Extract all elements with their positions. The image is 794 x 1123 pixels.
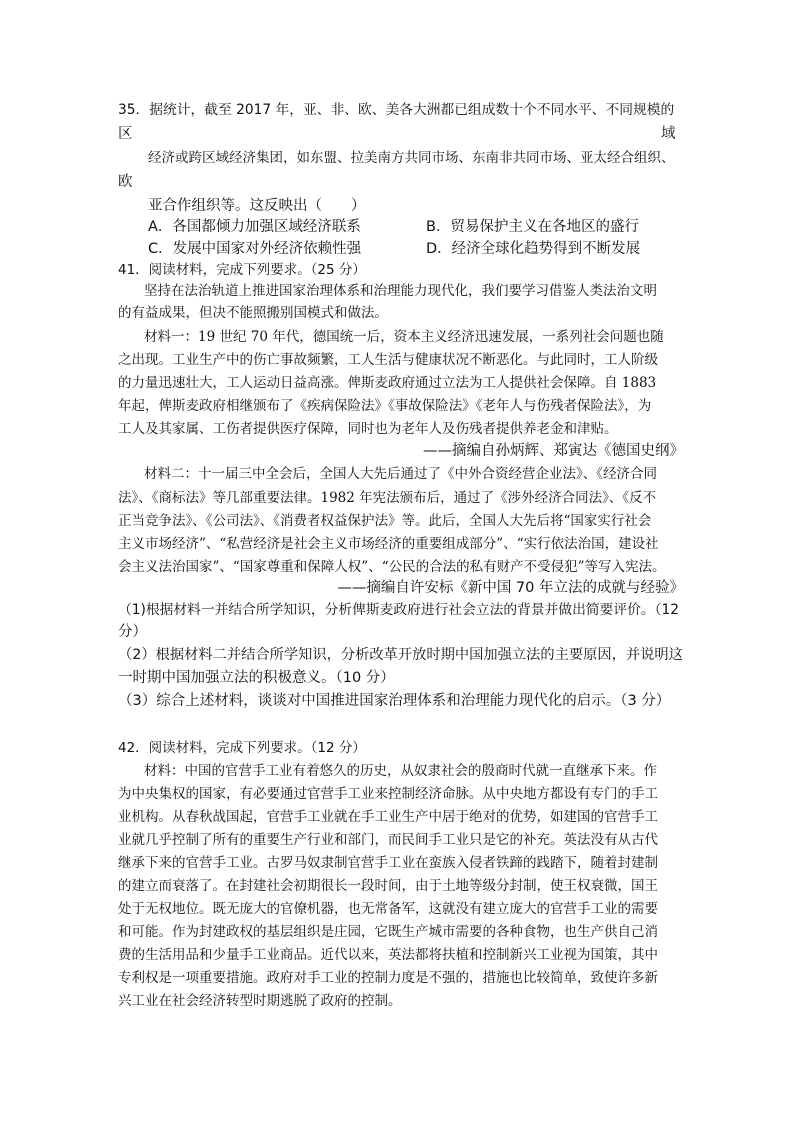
q42-line1: 材料：中国的官营手工业有着悠久的历史，从奴隶社会的殷商时代就一直继承下来。作: [144, 763, 657, 779]
q42-line4: 业就几乎控制了所有的重要生产行业和部门，而民间手工业只是它的补充。英法没有从古代: [118, 832, 658, 848]
q41-material1-line5: 工人及其家属、工伤者提供医疗保障，同时也为老年人及伤残者提供养老金和津贴。: [118, 421, 618, 437]
q41-material1-source: ——摘编自孙炳辉、郑寅达《德国史纲》: [423, 443, 684, 459]
q41-material2-line2: 法》、《商标法》等几部重要法律。1982 年宪法颁布后，通过了《涉外经济合同法》、《反不: [118, 490, 657, 506]
q41-material1-line4: 年起，俾斯麦政府相继颁布了《疾病保险法》《事故保险法》《老年人与伤残者保险法》，为: [118, 398, 652, 414]
q35-option-a: A．各国都倾力加强区域经济联系: [148, 219, 361, 235]
q41-requirement3: （3）综合上述材料，谈谈对中国推进国家治理体系和治理能力现代化的启示。（3 分）: [118, 693, 671, 709]
q35-option-d: D．经济全球化趋势得到不断发展: [426, 241, 641, 257]
q35-option-b: B．贸易保护主义在各地区的盛行: [426, 219, 639, 235]
q35-stem-char-left: 区: [118, 126, 133, 142]
q41-intro-line2: 的有益成果，但决不能照搬别国模式和做法。: [118, 305, 388, 321]
q41-intro-line1: 坚持在法治轨道上推进国家治理体系和治理能力现代化，我们要学习借鉴人类法治文明: [144, 283, 657, 299]
q35-stem-char-eu: 欧: [118, 174, 133, 190]
q41-material1-line1: 材料一：19 世纪 70 年代，德国统一后，资本主义经济迅速发展，一系列社会问题也随: [144, 329, 664, 345]
q41-material1-line2: 之出现。工业生产中的伤亡事故频繁，工人生活与健康状况不断恶化。与此同时，工人阶级: [118, 352, 658, 368]
q35-stem-line2: 经济或跨区域经济集团，如东盟、拉美南方共同市场、东南非共同市场、亚太经合组织、: [148, 150, 675, 166]
q41-title: 41．阅读材料，完成下列要求。（25 分）: [118, 262, 366, 278]
q41-material2-line3: 正当竞争法》、《公司法》、《消费者权益保护法》等。此后，全国人大先后将“国家实行社会: [118, 513, 652, 529]
q35-stem-line1: 35．据统计，截至 2017 年，亚、非、欧、美各大洲都已组成数十个不同水平、不同规模的: [118, 102, 675, 118]
q42-line9: 费的生活用品和少量手工业商品。近代以来，英法都将扶植和控制新兴工业视为国策，其中: [118, 947, 658, 963]
q41-requirement2-line1: （2）根据材料二并结合所学知识，分析改革开放时期中国加强立法的主要原因，并说明这: [118, 647, 683, 663]
q41-requirement1-line1: （1)根据材料一并结合所学知识，分析俾斯麦政府进行社会立法的背景并做出简要评价。（12: [118, 602, 679, 618]
q41-requirement2-line2: 一时期中国加强立法的积极意义。（10 分）: [118, 670, 395, 686]
q41-material2-source: ——摘编自许安标《新中国 70 年立法的成就与经验》: [337, 580, 684, 596]
q35-option-c: C．发展中国家对外经济依赖性强: [148, 241, 362, 257]
q42-line10: 专利权是一项重要措施。政府对手工业的控制力度是不强的，措施也比较简单，致使许多新: [118, 970, 658, 986]
q41-material1-line3: 的力量迅速壮大，工人运动日益高涨。俾斯麦政府通过立法为工人提供社会保障。自 1883: [118, 375, 657, 391]
q42-line2: 为中央集权的国家，有必要通过官营手工业来控制经济命脉。从中央地方都设有专门的手工: [118, 786, 658, 802]
q42-line8: 和可能。作为封建政权的基层组织是庄园，它既生产城市需要的各种食物，也生产供自己消: [118, 924, 658, 940]
q35-stem-char-right: 域: [661, 126, 676, 142]
q42-title: 42．阅读材料，完成下列要求。（12 分）: [118, 740, 366, 756]
q42-line11: 兴工业在社会经济转型时期逃脱了政府的控制。: [118, 993, 402, 1009]
q41-material2-line1: 材料二：十一届三中全会后，全国人大先后通过了《中外合资经营企业法》、《经济合同: [144, 466, 657, 482]
q42-line6: 的建立而衰落了。在封建社会初期很长一段时间，由于土地等级分封制，使王权衰微，国王: [118, 878, 658, 894]
q42-line5: 继承下来的官营手工业。古罗马奴隶制官营手工业在蛮族入侵者铁蹄的践踏下，随着封建制: [118, 855, 658, 871]
q42-line3: 业机构。从春秋战国起，官营手工业就在手工业生产中居于绝对的优势，如建国的官营手工: [118, 809, 658, 825]
q41-requirement1-line2: 分）: [118, 624, 147, 640]
q41-material2-line4: 主义市场经济”、“私营经济是社会主义市场经济的重要组成部分”、“实行依法治国，建设社: [118, 536, 659, 552]
q42-line7: 处于无权地位。既无庞大的官僚机器，也无常备军，这就没有建立庞大的官营手工业的需要: [118, 901, 658, 917]
q35-stem-line3: 亚合作组织等。这反映出（ ）: [148, 198, 366, 214]
q41-material2-line5: 会主义法治国家”、“国家尊重和保障人权”、“公民的合法的私有财产不受侵犯”等写入宪法。: [118, 559, 666, 575]
